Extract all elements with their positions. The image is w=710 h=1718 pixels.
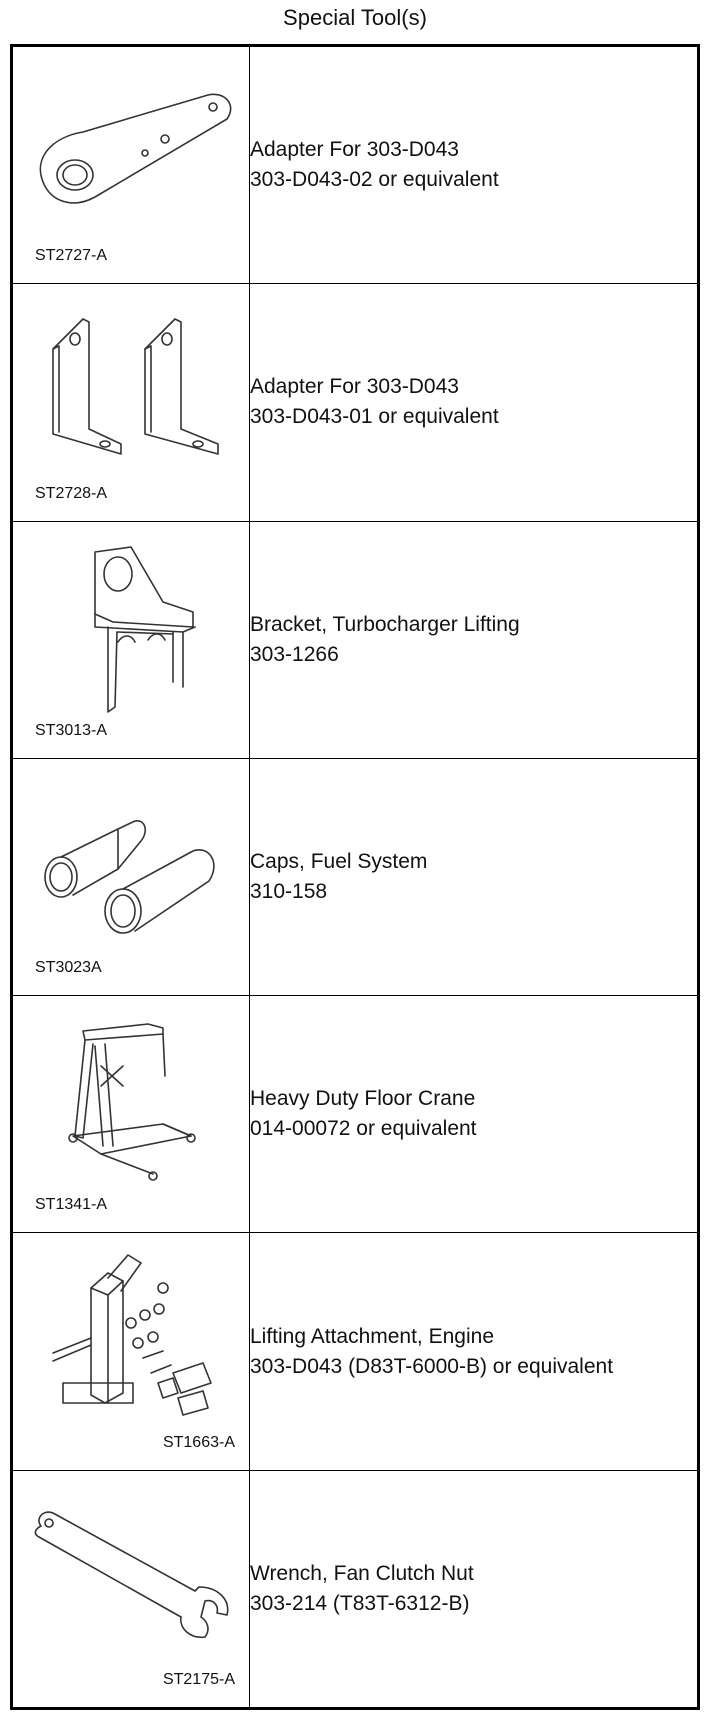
tool-number: 303-1266 [250, 642, 339, 666]
table-row [12, 996, 699, 1233]
tool-code: ST2727-A [35, 247, 108, 265]
tool-name: Adapter For 303-D043 [250, 375, 459, 399]
tool-description [250, 1233, 699, 1470]
special-tools-table [10, 44, 700, 1710]
tool-name: Caps, Fuel System [250, 849, 428, 873]
tool-number: 303-D043-01 or equivalent [250, 405, 499, 429]
tool-code: ST3013-A [35, 721, 108, 739]
page-title: Special Tool(s) [283, 5, 427, 30]
tool-image-cell [12, 1470, 250, 1708]
tool-description [250, 521, 699, 758]
table-row [12, 1233, 699, 1470]
tool-description [250, 758, 699, 995]
tool-name: Heavy Duty Floor Crane [250, 1087, 476, 1111]
table-row [12, 46, 699, 284]
tool-number: 303-D043-02 or equivalent [250, 168, 499, 192]
tool-code: ST3023A [35, 959, 102, 977]
tool-code: ST1341-A [35, 1196, 108, 1214]
tool-code: ST2175-A [162, 1671, 235, 1688]
tool-image-cell [12, 46, 250, 284]
table-row [12, 521, 699, 758]
table-row [12, 284, 699, 521]
tool-description [250, 284, 699, 521]
tool-name: Adapter For 303-D043 [250, 138, 459, 162]
table-row [12, 1470, 699, 1708]
table-row [12, 758, 699, 995]
tool-image-cell [12, 758, 250, 995]
tool-image-cell [12, 521, 250, 758]
tool-number: 303-D043 (D83T-6000-B) or equivalent [250, 1354, 614, 1378]
tool-image-cell [12, 1233, 250, 1470]
tool-number: 014-00072 or equivalent [250, 1117, 477, 1141]
tool-number: 310-158 [250, 879, 328, 903]
tool-image-cell [12, 284, 250, 521]
tool-description [250, 1470, 699, 1708]
tool-name: Bracket, Turbocharger Lifting [250, 612, 520, 636]
tool-description [250, 46, 699, 284]
tool-name: Lifting Attachment, Engine [250, 1324, 494, 1348]
tool-name: Wrench, Fan Clutch Nut [250, 1561, 474, 1585]
tool-code: ST1663-A [162, 1433, 235, 1451]
tool-number: 303-214 (T83T-6312-B) [250, 1591, 470, 1615]
tool-code: ST2728-A [35, 484, 108, 502]
tool-description [250, 996, 699, 1233]
tool-image-cell [12, 996, 250, 1233]
